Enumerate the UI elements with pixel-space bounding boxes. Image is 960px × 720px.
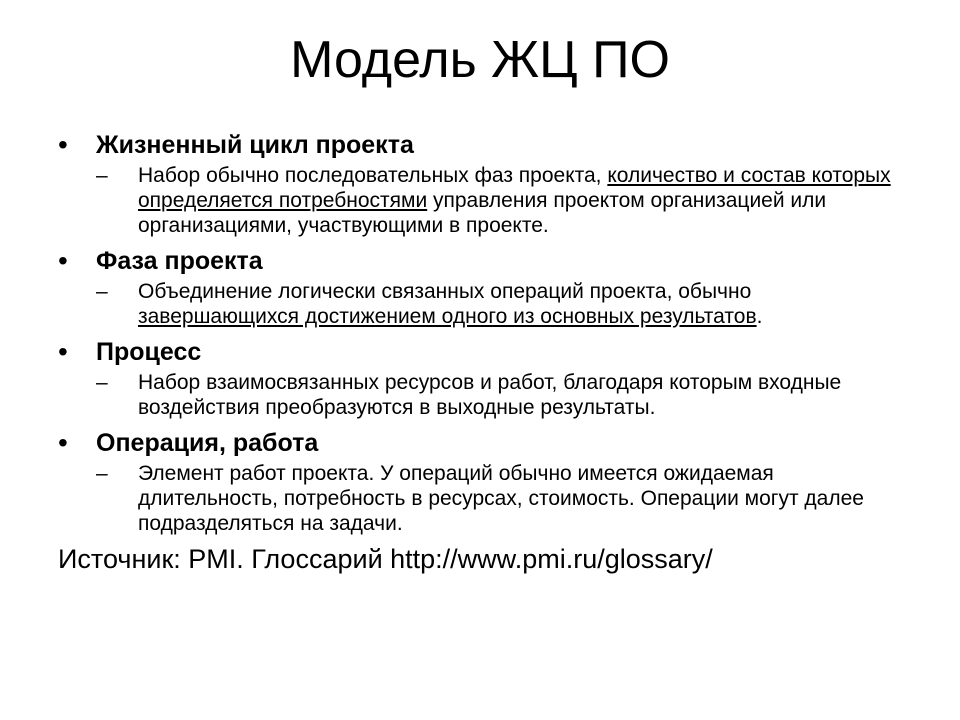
bullet-item <box>58 335 948 369</box>
bullet-icon: • <box>58 129 68 160</box>
bullet-icon: • <box>58 336 68 367</box>
definition-text: Набор обычно последовательных фаз проекта, <box>138 164 608 187</box>
definition-underlined-text: завершающихся достижением одного из основных результатов <box>138 305 757 328</box>
slide-content <box>58 128 948 576</box>
dash-icon: – <box>96 164 108 187</box>
definition-operation <box>96 461 898 536</box>
bullet-icon: • <box>58 245 68 276</box>
definition-phase <box>96 279 898 329</box>
source-reference: Источник: PMI. Глоссарий http://www.pmi.ru/glossary/ <box>58 544 713 574</box>
bullet-icon: • <box>58 427 68 458</box>
definition-underlined-text: количество и состав которых определяется потребностями <box>138 164 891 212</box>
slide-title: Модель ЖЦ ПО <box>290 31 670 89</box>
bullet-item <box>58 426 948 460</box>
definition-life-cycle <box>96 163 898 238</box>
dash-icon: – <box>96 371 108 394</box>
term-life-cycle: Жизненный цикл проекта <box>96 131 414 159</box>
definition-text: управления проектом организацией или организациями, участвующими в проекте. <box>138 189 827 237</box>
term-operation: Операция, работа <box>96 429 319 457</box>
definition-text: Элемент работ проекта. У операций обычно имеется ожидаемая длительность, потребность в ресурсах, стоимость. Операции могут далее подразделяться на задачи. <box>138 462 864 535</box>
term-phase: Фаза проекта <box>96 247 263 275</box>
dash-icon: – <box>96 280 108 303</box>
dash-icon: – <box>96 462 108 485</box>
definition-text: Набор взаимосвязанных ресурсов и работ, благодаря которым входные воздействия преобразуются в выходные результаты. <box>138 371 842 419</box>
definition-text: . <box>756 305 763 328</box>
bullet-item <box>58 244 948 278</box>
bullet-item <box>58 128 948 162</box>
definition-text: Объединение логически связанных операций проекта, обычно <box>138 280 752 303</box>
term-process: Процесс <box>96 338 202 366</box>
definition-process <box>96 370 898 420</box>
